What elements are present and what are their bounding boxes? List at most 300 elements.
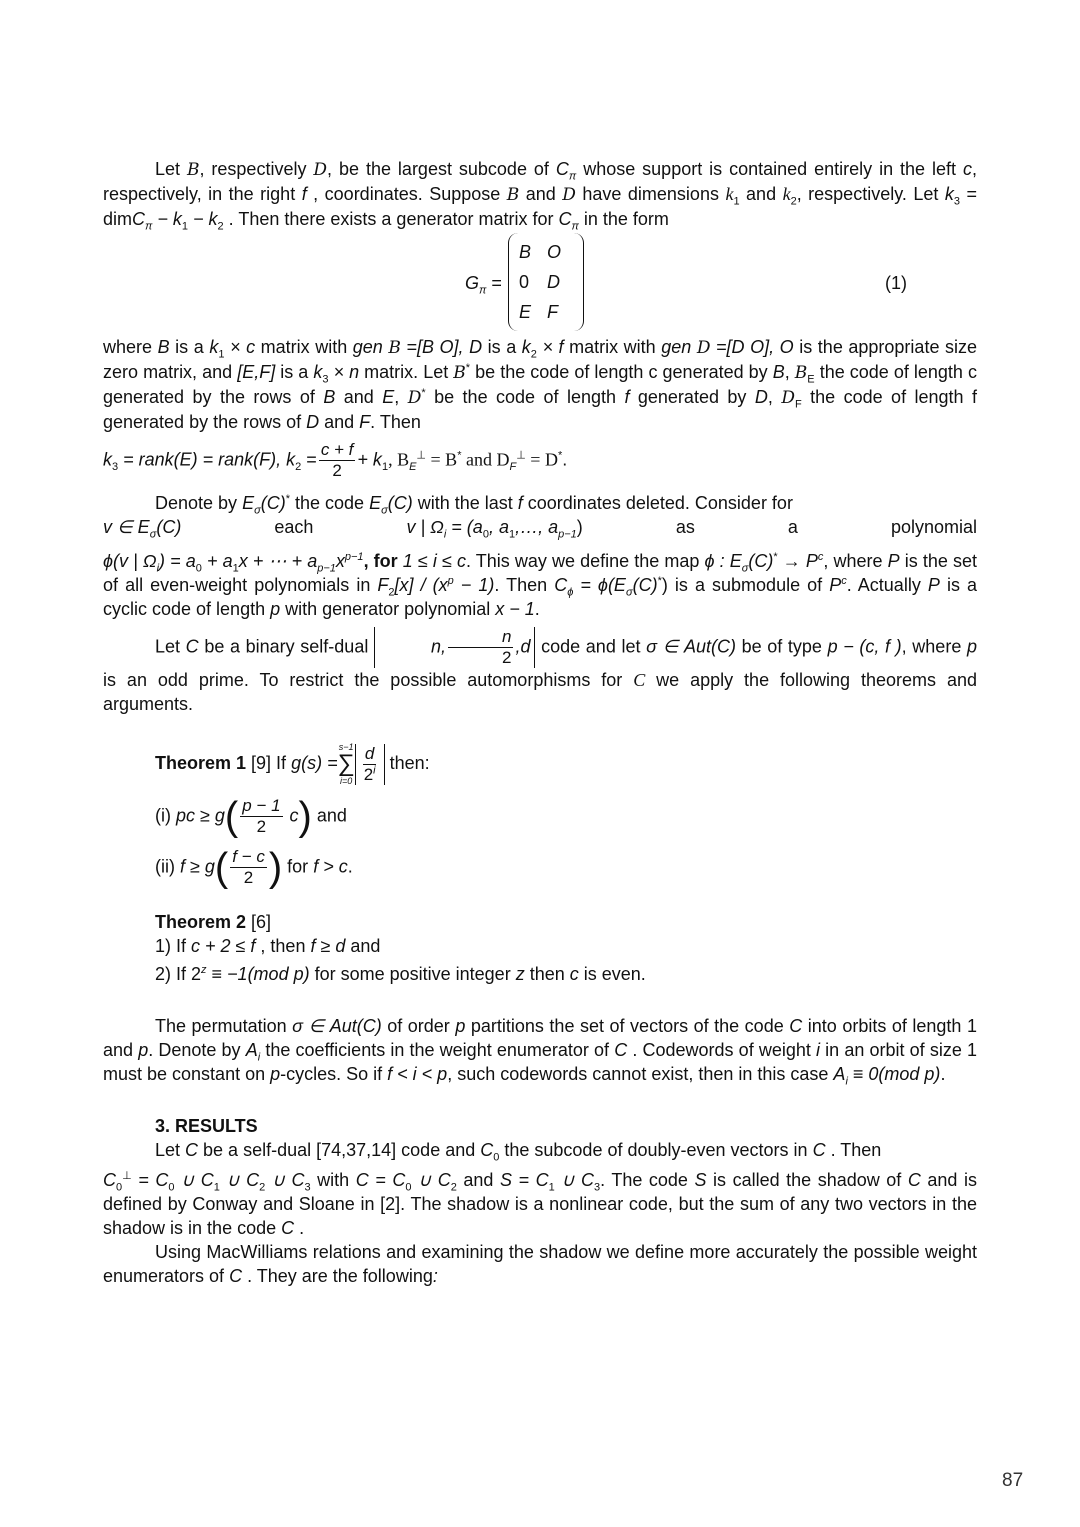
math-symbol: C — [812, 1140, 826, 1160]
math-subscript: 0 — [168, 1181, 175, 1194]
theorem-title: Theorem 1 — [155, 752, 247, 773]
text: and — [519, 184, 563, 204]
math-symbol: D — [781, 388, 795, 408]
fraction — [362, 744, 378, 785]
matrix-cell: E — [519, 302, 532, 322]
math-symbol: p — [270, 599, 281, 619]
text: , — [767, 387, 782, 407]
text: : — [432, 1266, 438, 1286]
math-text: 1 ≤ i ≤ c — [402, 551, 466, 571]
math-expr — [103, 515, 181, 539]
paragraph-denote — [103, 491, 977, 515]
text: is a — [275, 362, 314, 382]
text: and is defined by Conway and Sloane in [2]. The shadow is a nonlinear code, but the sum of any two vectors in the shadow is in the code — [103, 1170, 977, 1238]
text: matrix. Let — [359, 362, 454, 382]
math-symbol: c — [962, 159, 972, 179]
fraction — [319, 440, 356, 481]
formula-rank — [103, 440, 977, 481]
math-symbol: G — [465, 273, 480, 293]
text: Let — [155, 1140, 186, 1160]
item-label: (i) — [155, 805, 176, 826]
math-subscript: F — [794, 398, 802, 411]
text: and — [319, 412, 360, 432]
math-subscript: 2 — [295, 460, 302, 473]
text: a — [787, 517, 798, 537]
text: into orbits of length 1 and — [103, 1016, 977, 1060]
math-subscript: π — [479, 284, 487, 297]
math-superscript: ⊥ — [416, 449, 427, 462]
text: , such codewords cannot exist, then in this case — [447, 1064, 834, 1084]
math-text: ≡ 0(mod p) — [847, 1064, 941, 1084]
math-text: = C — [131, 1170, 169, 1190]
text: is an odd prime. To restrict the possible automorphisms for — [103, 670, 634, 690]
text: with — [310, 1170, 356, 1190]
equation-1 — [103, 233, 977, 333]
math-superscript: c — [841, 575, 847, 587]
text: . Then there exists a generator matrix for — [223, 209, 559, 229]
text: matrix with — [255, 337, 353, 357]
math-text: ∪ C — [411, 1170, 451, 1190]
math-text: = rank(E) = rank(F), k — [118, 449, 296, 470]
fraction-numerator: f − c — [232, 847, 265, 866]
math-subscript: i — [845, 1075, 848, 1088]
text: then — [524, 964, 570, 984]
text: the code of length c generated by the rows of — [103, 362, 977, 407]
theorem-1-statement — [155, 742, 977, 786]
text: is even. — [578, 964, 646, 984]
fraction-denominator — [362, 765, 378, 785]
math-symbol: A — [245, 1040, 258, 1060]
math-superscript: i — [373, 763, 376, 776]
math-text: ,d — [515, 636, 531, 657]
paren-right: ) — [268, 845, 283, 890]
math-superscript: c — [817, 551, 824, 563]
math-symbol: D — [313, 160, 328, 180]
text: , be the largest subcode of — [327, 159, 556, 179]
math-text: g(s) = — [291, 752, 338, 773]
math-subscript: 1 — [232, 562, 239, 575]
text: is a cyclic code of length — [103, 575, 978, 619]
text: matrix with — [563, 337, 662, 357]
math-expr — [406, 515, 582, 539]
math-subscript: 0 — [195, 562, 202, 575]
text: , — [394, 387, 408, 407]
text: . The code — [600, 1170, 695, 1190]
text: . Then — [370, 412, 421, 432]
math-subscript: σ — [625, 586, 633, 599]
math-text: (C) — [632, 575, 658, 595]
math-symbol: k — [103, 449, 112, 470]
math-text: C — [554, 575, 568, 595]
math-text: ∪ C — [174, 1170, 214, 1190]
text: where — [103, 337, 158, 357]
math-superscript: ⊥ — [122, 1170, 132, 1182]
theorem-title: Theorem 2 — [155, 912, 247, 932]
text: , where — [823, 551, 888, 571]
text: be a binary self-dual — [198, 636, 374, 657]
math-text: σ ∈ Aut(C) — [646, 636, 736, 657]
fraction-numerator: p − 1 — [242, 796, 281, 815]
page-number: 87 — [1002, 1470, 1024, 1491]
text: we apply the following theorems and arguments. — [103, 670, 977, 714]
math-subscript: 2 — [790, 195, 797, 208]
fraction-numerator: c + f — [320, 440, 354, 459]
text: , for — [363, 551, 403, 571]
paragraph-permutation — [103, 1014, 977, 1086]
math-subscript: 2 — [530, 348, 537, 361]
math-symbol: C — [480, 1140, 494, 1160]
text: ) is a submodule of — [661, 575, 830, 595]
math-subscript: 1 — [548, 1181, 555, 1194]
math-subscript: 0 — [405, 1181, 412, 1194]
math-symbol: B — [453, 363, 466, 383]
text: =[B O], — [400, 337, 470, 357]
theorem-2 — [155, 910, 977, 986]
math-symbol: z — [515, 964, 525, 984]
item-label: (ii) — [155, 856, 180, 877]
math-text: ϕ(v | Ω — [103, 551, 157, 571]
math-text: ϕ : E — [704, 551, 742, 571]
paragraph-macwilliams — [103, 1240, 977, 1288]
math-subscript: 0 — [482, 528, 489, 541]
math-text: → P — [777, 551, 818, 571]
math-text: f < i < p — [387, 1064, 448, 1084]
text: be the code of length c generated by — [470, 362, 773, 382]
theorem-2-item-1 — [155, 934, 977, 958]
math-symbol: C — [132, 209, 146, 229]
math-symbol: k — [521, 337, 531, 357]
theorem-1-item-i — [155, 796, 977, 837]
text: and — [456, 1170, 500, 1190]
math-symbol: B — [157, 337, 170, 357]
matrix-cell: O — [547, 242, 562, 262]
math-symbol: F — [359, 412, 371, 432]
fraction-numerator: n — [448, 627, 513, 648]
paragraph-denote-line3 — [103, 549, 977, 621]
summation — [338, 742, 355, 786]
math-subscript: σ — [741, 562, 749, 575]
math-symbol: B — [186, 160, 200, 180]
text: [9] If — [246, 752, 292, 773]
math-subscript: σ — [254, 504, 261, 517]
math-symbol: P — [887, 551, 900, 571]
math-text: p − (c, f ) — [827, 636, 902, 657]
math-text: = B — [426, 449, 458, 470]
math-text: and D — [461, 449, 510, 470]
text: , coordinates. Suppose — [306, 184, 507, 204]
math-symbol: k — [725, 184, 734, 204]
math-text: ∪ C — [265, 1170, 305, 1190]
math-text: v | Ω — [406, 517, 444, 537]
math-symbol: p — [270, 1064, 281, 1084]
math-symbol: D — [562, 185, 576, 205]
math-subscript: 3 — [304, 1181, 311, 1194]
text: gen — [661, 337, 697, 357]
math-text: , a — [488, 517, 509, 537]
text: is a — [169, 337, 210, 357]
code-parameters — [374, 627, 536, 668]
text: [E,F] — [237, 362, 276, 382]
text: , — [784, 362, 795, 382]
math-text: − 1) — [453, 575, 495, 595]
math-symbol: f — [301, 184, 307, 204]
math-subscript: 2 — [217, 220, 224, 233]
paragraph-self-dual — [103, 627, 977, 716]
sum-lower-limit: i=0 — [340, 776, 353, 786]
text: generated by — [629, 387, 755, 407]
text: . This way we define the map — [465, 551, 705, 571]
sum-symbol: ∑ — [337, 750, 355, 777]
fraction — [448, 627, 513, 668]
paren-left: ( — [214, 845, 229, 890]
math-text: ∪ C — [554, 1170, 594, 1190]
text: coordinates deleted. Consider for — [522, 493, 793, 513]
theorem-1 — [155, 742, 977, 888]
sum-upper-limit: s−1 — [338, 742, 354, 752]
math-symbol: k — [782, 184, 791, 204]
math-text: ∪ C — [219, 1170, 260, 1190]
math-subscript: 3 — [322, 373, 329, 386]
math-text: ,…, a — [515, 517, 559, 537]
results-heading-wrap — [155, 1114, 977, 1138]
fraction — [230, 847, 267, 888]
math-text: σ ∈ Aut(C) — [292, 1016, 382, 1036]
text: . — [534, 599, 540, 619]
math-symbol: p — [138, 1040, 149, 1060]
text: the coefficients in the weight enumerator of — [260, 1040, 615, 1060]
text: . Denote by — [148, 1040, 246, 1060]
math-text: ) = a — [159, 551, 196, 571]
math-symbol: A — [833, 1064, 846, 1084]
math-text: [x] / (x — [394, 575, 448, 595]
text: partitions the set of vectors of the code — [465, 1016, 790, 1036]
text: is a — [482, 337, 522, 357]
text: in the form — [578, 209, 669, 229]
math-superscript: * — [285, 493, 290, 505]
math-symbol: C — [185, 1140, 199, 1160]
math-text: pc ≥ g — [176, 805, 225, 826]
math-symbol: f — [517, 493, 523, 513]
ceiling-bracket — [355, 744, 385, 785]
math-subscript: 1 — [733, 195, 740, 208]
math-subscript: E — [807, 373, 815, 386]
math-subscript: i — [257, 1051, 261, 1064]
math-text: C — [103, 1170, 116, 1190]
math-text: + a — [201, 551, 233, 571]
math-symbol: C — [185, 636, 199, 657]
math-text: F — [377, 575, 389, 595]
text: and — [345, 936, 381, 956]
math-text: (C) — [748, 551, 774, 571]
text: with the last — [412, 493, 518, 513]
text: code and let — [535, 636, 647, 657]
matrix-cell: F — [547, 302, 558, 322]
math-text: f ≥ d — [310, 936, 346, 956]
math-subscript: 1 — [213, 1181, 220, 1194]
text: . — [562, 449, 568, 470]
fraction-numerator: d — [364, 743, 375, 763]
text: =[D O], O — [710, 337, 794, 357]
math-subscript: 1 — [218, 348, 225, 361]
text: . — [347, 856, 353, 877]
math-symbol: D — [306, 412, 320, 432]
math-symbol: B — [323, 387, 336, 407]
text: for — [282, 856, 314, 877]
theorem-1-item-ii — [155, 847, 977, 888]
text: − k — [188, 209, 218, 229]
paper-body — [103, 157, 977, 1288]
math-text: P — [927, 575, 940, 595]
text: and — [335, 387, 383, 407]
text: , then — [255, 936, 311, 956]
math-text: = D — [525, 449, 558, 470]
text: . Then — [825, 1140, 882, 1160]
math-superscript: ⊥ — [516, 449, 526, 462]
math-text: (C) — [387, 493, 413, 513]
math-subscript: σ — [149, 528, 157, 541]
text: 1) If — [155, 936, 192, 956]
math-subscript: 2 — [388, 586, 395, 599]
matrix-cell: 0 — [519, 272, 530, 292]
paragraph-denote-line2 — [103, 515, 977, 539]
text: and — [311, 805, 347, 826]
math-subscript: p−1 — [558, 528, 577, 541]
math-symbol: C — [633, 670, 646, 690]
text: = dim — [103, 184, 977, 229]
math-symbol: k — [209, 337, 219, 357]
equals-sign: = — [301, 449, 317, 470]
text: The permutation — [155, 1016, 293, 1036]
math-superscript: * — [773, 551, 778, 563]
math-subscript: 0 — [493, 1151, 500, 1164]
math-symbol: D — [407, 388, 422, 408]
text: 2) If — [155, 964, 192, 984]
math-symbol: E — [242, 493, 255, 513]
math-symbol: C — [789, 1016, 803, 1036]
math-subscript: 1 — [508, 528, 516, 541]
text: be the code of length — [425, 387, 625, 407]
matrix-lhs — [465, 271, 502, 295]
math-subscript: 2 — [450, 1181, 457, 1194]
math-subscript: 1 — [181, 220, 189, 233]
math-superscript: * — [557, 449, 563, 462]
text: , where — [901, 636, 967, 657]
math-text: = ϕ(E — [573, 575, 626, 595]
fraction — [240, 796, 282, 837]
math-symbol: C — [229, 1266, 243, 1286]
paragraph-results — [103, 1138, 977, 1162]
text: . Codewords of weight — [627, 1040, 817, 1060]
math-text: + k — [357, 449, 382, 470]
text: -cycles. So if — [280, 1064, 388, 1084]
math-text: c + 2 ≤ f — [191, 936, 256, 956]
text: for some positive integer — [309, 964, 516, 984]
math-text: ) — [576, 517, 583, 537]
text: with generator polynomial — [280, 599, 496, 619]
math-subscript: 3 — [953, 195, 960, 208]
math-text: n, — [430, 636, 446, 657]
math-text: x + ⋯ + a — [238, 551, 318, 571]
math-symbol: c — [569, 964, 579, 984]
text: − k — [152, 209, 182, 229]
text: polynomial — [890, 517, 977, 537]
math-text: S = C — [499, 1170, 549, 1190]
text: [6] — [246, 912, 272, 932]
matrix-cell: B — [519, 242, 532, 262]
math-symbol: B — [506, 185, 520, 205]
math-text: v ∈ E — [103, 517, 150, 537]
math-subscript: π — [568, 170, 577, 183]
math-text: 2 — [363, 764, 374, 784]
math-text: x — [335, 551, 345, 571]
equation-number: (1) — [885, 273, 907, 293]
text: , respectively. Let — [796, 184, 945, 204]
math-text: c — [284, 805, 299, 826]
text: in an orbit of size 1 must be constant on — [103, 1040, 977, 1084]
math-subscript: 1 — [381, 460, 389, 473]
math-text: C = C — [355, 1170, 406, 1190]
math-symbol: B — [388, 338, 401, 358]
math-symbol: S — [694, 1170, 707, 1190]
text: the code of length f generated by the rows of — [103, 387, 977, 432]
theorem-2-title-line — [155, 910, 977, 934]
math-symbol: B — [794, 363, 808, 383]
math-subscript: π — [571, 220, 579, 233]
math-superscript: z — [201, 964, 207, 976]
fraction-denominator: 2 — [243, 868, 254, 887]
math-subscript: i — [443, 528, 447, 541]
paragraph-results-line2 — [103, 1168, 977, 1240]
math-symbol: D — [696, 338, 711, 358]
math-superscript: p−1 — [344, 551, 364, 563]
math-subscript: σ — [381, 504, 388, 517]
paren-left: ( — [224, 794, 239, 839]
math-symbol: D — [754, 387, 768, 407]
math-symbol: p — [455, 1016, 466, 1036]
text: have dimensions — [575, 184, 726, 204]
math-text: (C) — [156, 517, 182, 537]
text: of order — [381, 1016, 456, 1036]
math-subscript: F — [509, 460, 517, 473]
math-symbol: C — [558, 209, 572, 229]
math-superscript: * — [421, 387, 426, 399]
math-symbol: C — [614, 1040, 628, 1060]
text: each — [274, 517, 314, 537]
text: is the appropriate size zero matrix, and — [103, 337, 978, 382]
text: be a self-dual [74,37,14] code and — [198, 1140, 481, 1160]
equals-sign: = — [486, 273, 502, 293]
math-symbol: D — [469, 337, 483, 357]
matrix-cell: D — [547, 272, 560, 292]
math-subscript: ϕ — [567, 586, 574, 599]
paragraph-subcodes — [103, 157, 977, 231]
fraction-denominator: 2 — [502, 648, 512, 667]
math-symbol: C — [281, 1218, 295, 1238]
math-symbol: C — [555, 159, 569, 179]
math-text: x − 1 — [495, 599, 535, 619]
text: . They are the following — [242, 1266, 433, 1286]
text: Using MacWilliams relations and examining the shadow we define more accurately the possible weight enumerators of — [103, 1242, 977, 1286]
text: and — [739, 184, 783, 204]
math-superscript: * — [657, 575, 662, 587]
math-text: (C) — [260, 493, 286, 513]
math-subscript: 3 — [112, 460, 119, 473]
text: . — [940, 1064, 946, 1084]
math-text: = (a — [446, 517, 483, 537]
text: is the set of all even-weight polynomials in — [103, 551, 977, 595]
fraction-denominator: 2 — [256, 817, 267, 836]
math-symbol: E — [369, 493, 382, 513]
